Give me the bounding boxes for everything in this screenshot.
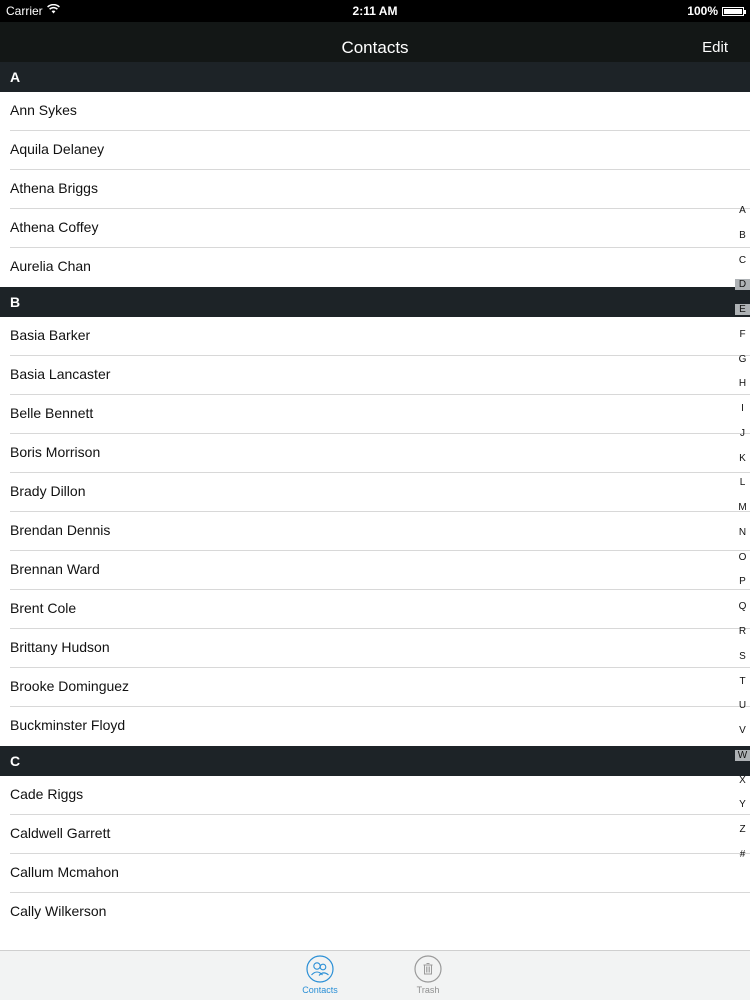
index-letter[interactable]: R: [738, 626, 747, 638]
contacts-icon: [306, 955, 334, 983]
contact-row[interactable]: [0, 512, 750, 551]
index-letter[interactable]: H: [738, 378, 747, 390]
contact-name: Brittany Hudson: [10, 639, 110, 655]
contact-name: Basia Barker: [10, 327, 91, 343]
index-letter[interactable]: A: [739, 205, 746, 216]
index-letter[interactable]: F: [739, 328, 746, 340]
tab-contacts[interactable]: [290, 955, 350, 995]
contact-row[interactable]: [0, 893, 750, 932]
edit-button[interactable]: Edit: [702, 39, 728, 56]
contact-row[interactable]: [0, 395, 750, 434]
index-letter[interactable]: C: [738, 254, 747, 266]
contact-row[interactable]: [0, 92, 750, 131]
contact-name: Buckminster Floyd: [10, 717, 126, 733]
index-letter[interactable]: E: [735, 304, 750, 315]
tab-trash[interactable]: [398, 955, 458, 995]
contact-row[interactable]: [0, 353, 750, 395]
contact-name: Cade Riggs: [10, 786, 84, 802]
index-letter[interactable]: #: [739, 848, 746, 860]
page-title: Contacts: [341, 38, 409, 57]
contact-name: Belle Bennett: [10, 405, 94, 421]
contact-row[interactable]: [0, 131, 750, 170]
index-letter[interactable]: L: [739, 477, 746, 489]
contact-name: Ann Sykes: [10, 102, 77, 118]
contact-row[interactable]: [0, 473, 750, 512]
index-letter[interactable]: S: [739, 650, 746, 662]
contact-row[interactable]: [0, 854, 750, 893]
index-letter[interactable]: D: [735, 279, 750, 290]
index-letter[interactable]: J: [740, 427, 745, 439]
navigation-bar: [0, 22, 750, 62]
contact-name: Brady Dillon: [10, 483, 86, 499]
trash-icon: [414, 955, 442, 983]
contact-name: Athena Coffey: [10, 219, 99, 235]
contact-row[interactable]: [0, 707, 750, 746]
index-letter[interactable]: G: [738, 353, 747, 365]
contact-row[interactable]: [0, 776, 750, 815]
section-header: A: [0, 62, 750, 92]
tab-trash-label: Trash: [416, 985, 440, 995]
tab-bar: [0, 950, 750, 1000]
contact-row[interactable]: [0, 248, 750, 287]
status-bar: [0, 0, 750, 22]
index-letter[interactable]: Z: [739, 824, 746, 836]
contact-row[interactable]: [0, 815, 750, 854]
contact-name: Aquila Delaney: [10, 141, 105, 157]
contact-row[interactable]: [0, 629, 750, 668]
contact-name: Caldwell Garrett: [10, 825, 111, 841]
contact-row[interactable]: [0, 170, 750, 209]
index-letter[interactable]: Q: [738, 601, 747, 613]
battery-indicator: [687, 4, 744, 18]
contact-row[interactable]: [0, 551, 750, 590]
index-letter[interactable]: T: [739, 675, 746, 687]
index-letter[interactable]: P: [739, 576, 746, 588]
contact-row[interactable]: [0, 317, 750, 356]
contact-name: Basia Lancaster: [10, 366, 111, 382]
section-index[interactable]: [735, 205, 750, 860]
index-letter[interactable]: X: [739, 774, 746, 786]
index-letter[interactable]: V: [739, 725, 746, 737]
contact-row[interactable]: [0, 209, 750, 248]
index-letter[interactable]: K: [739, 452, 746, 464]
contact-row[interactable]: [0, 668, 750, 707]
index-letter[interactable]: I: [741, 403, 744, 415]
index-letter[interactable]: W: [735, 750, 750, 761]
battery-icon: [722, 7, 744, 16]
index-letter[interactable]: M: [738, 502, 747, 514]
contact-name: Brennan Ward: [10, 561, 100, 577]
contacts-list[interactable]: [0, 62, 750, 950]
contact-name: Aurelia Chan: [10, 258, 91, 274]
section-header: B: [0, 287, 750, 317]
contact-name: Cally Wilkerson: [10, 903, 107, 919]
contact-row[interactable]: [0, 434, 750, 473]
tab-contacts-label: Contacts: [302, 985, 338, 995]
section-header: C: [0, 746, 750, 776]
battery-percent: 100%: [687, 4, 718, 18]
clock: 2:11 AM: [352, 4, 398, 18]
carrier-label: Carrier: [6, 4, 43, 18]
contact-name: Brendan Dennis: [10, 522, 111, 538]
contact-name: Callum Mcmahon: [10, 864, 119, 880]
contact-name: Brent Cole: [10, 600, 77, 616]
index-letter[interactable]: Y: [739, 799, 746, 811]
index-letter[interactable]: U: [738, 700, 747, 712]
index-letter[interactable]: N: [738, 526, 747, 538]
contact-name: Brooke Dominguez: [10, 678, 130, 694]
contact-name: Athena Briggs: [10, 180, 98, 196]
index-letter[interactable]: B: [739, 229, 746, 241]
contact-name: Boris Morrison: [10, 444, 101, 460]
index-letter[interactable]: O: [738, 551, 747, 563]
contact-row[interactable]: [0, 590, 750, 629]
